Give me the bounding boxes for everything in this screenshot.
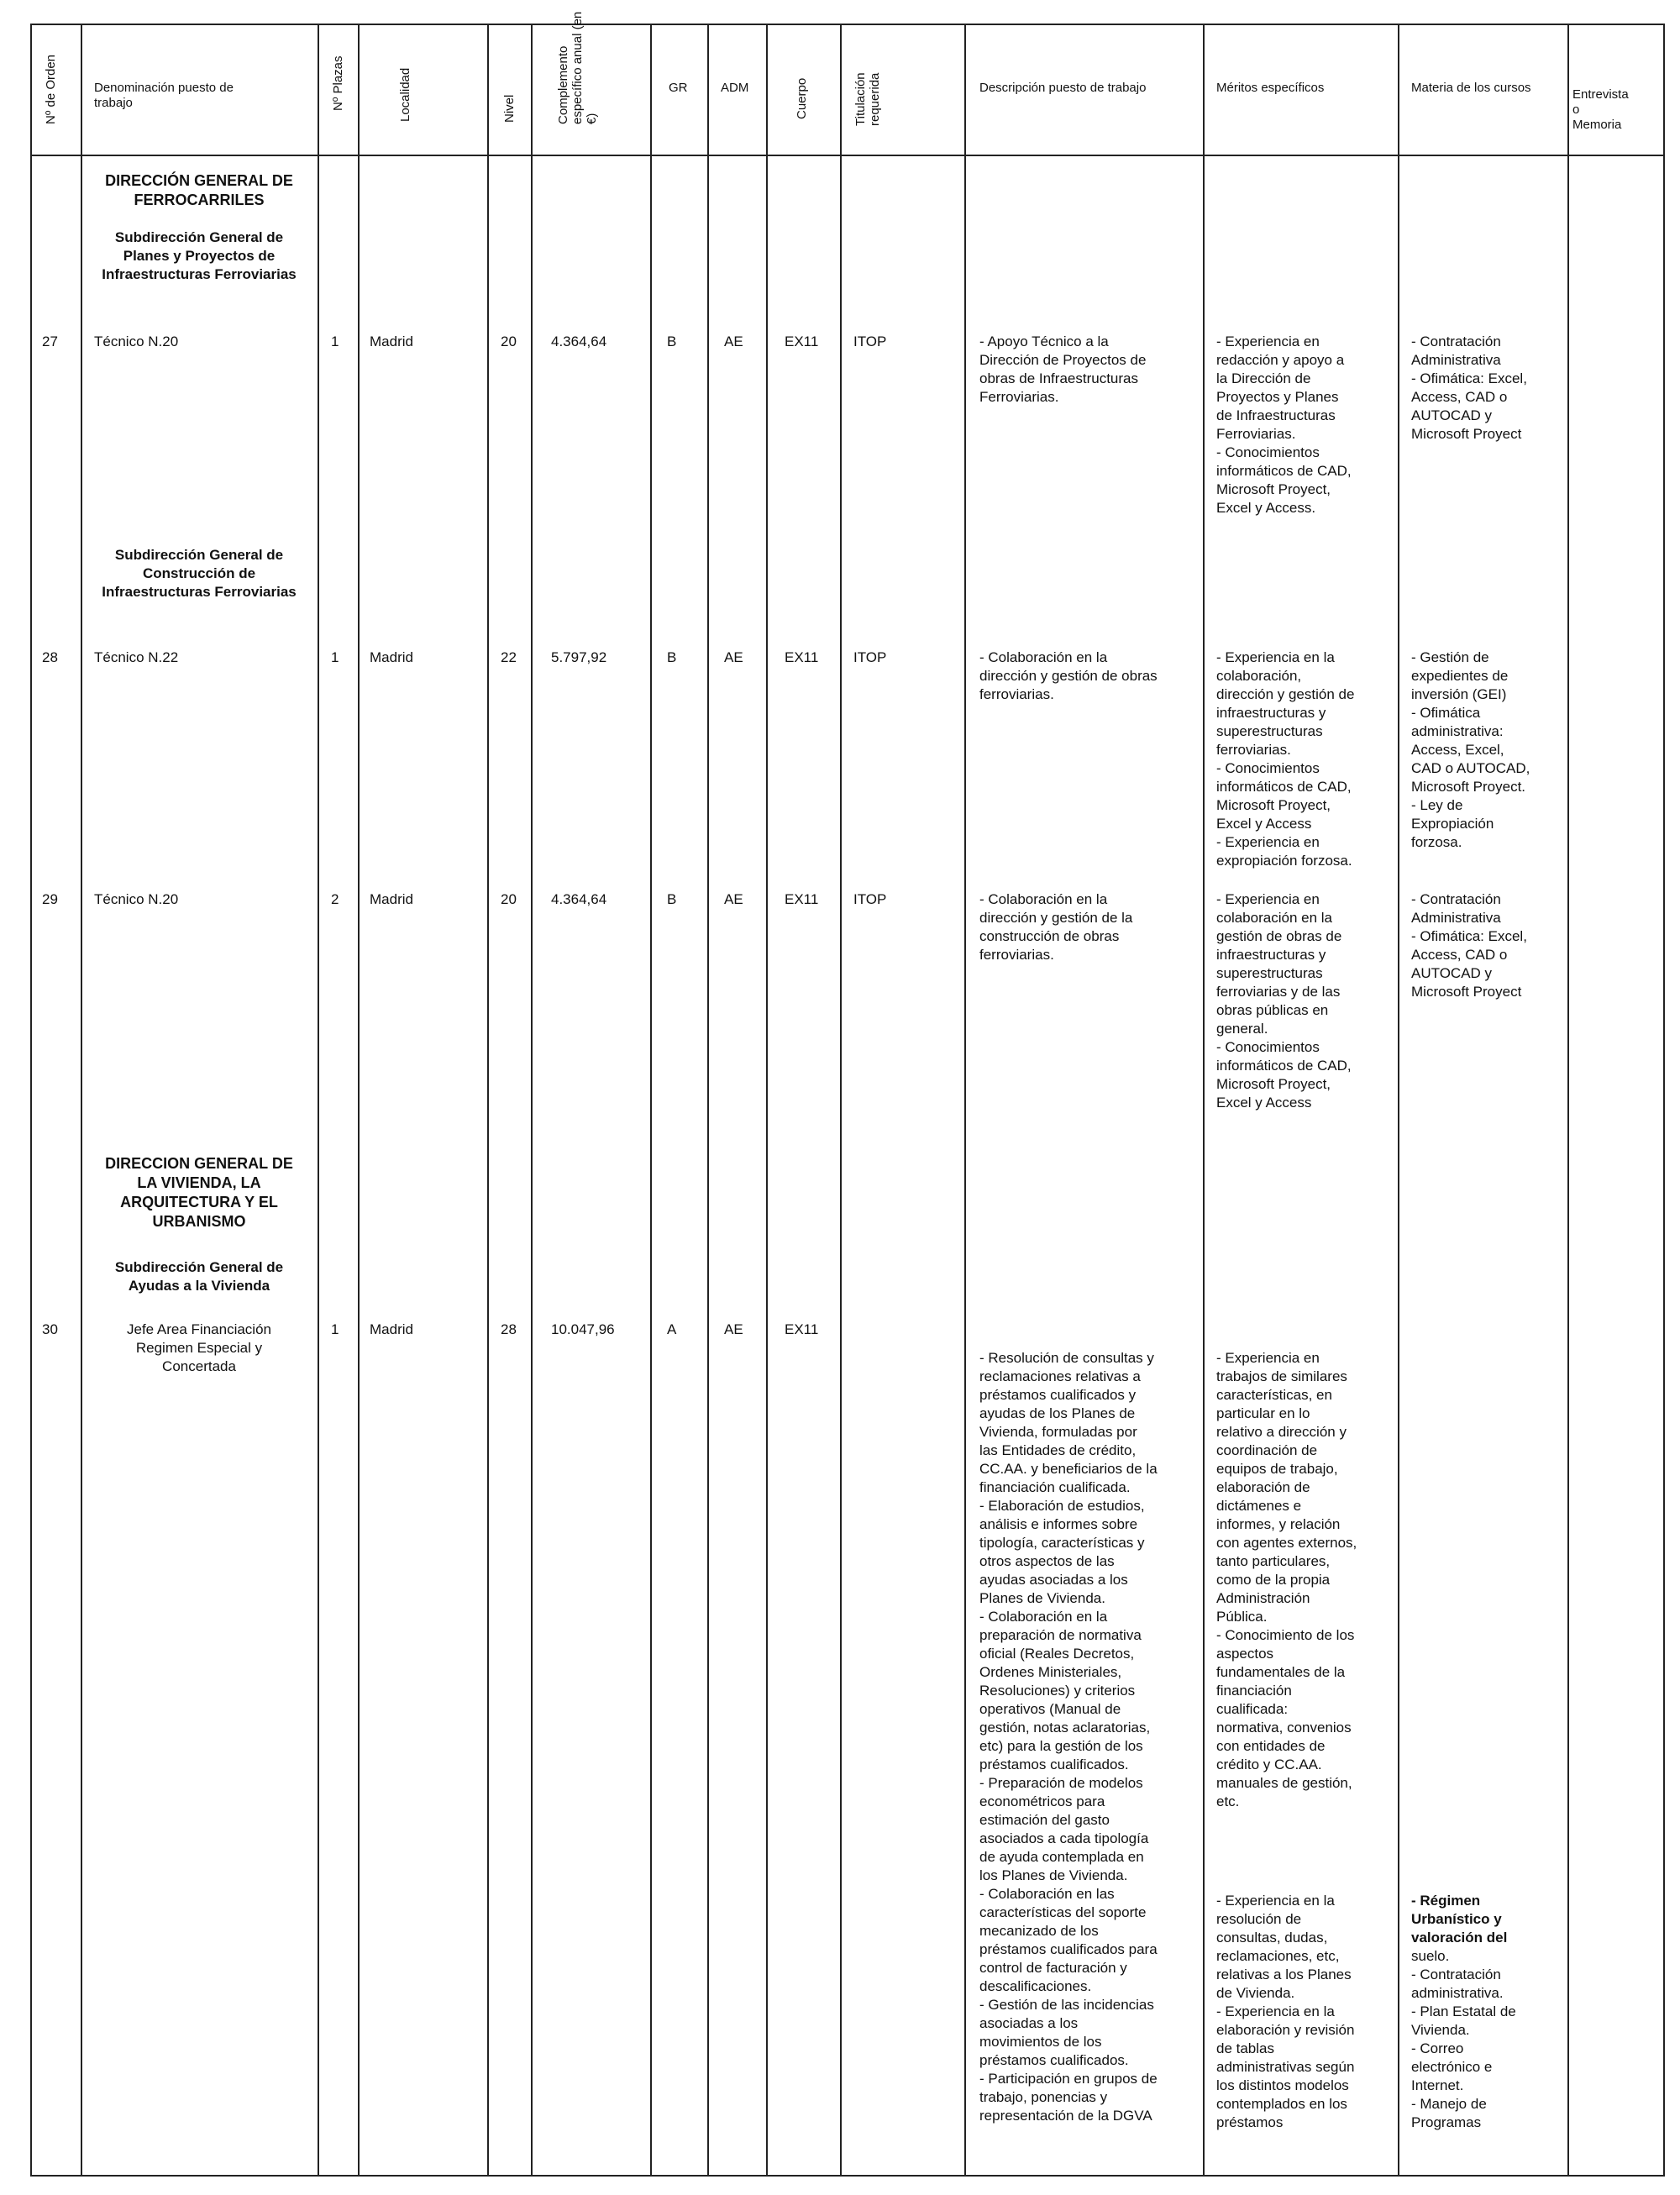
cell-nivel: 20 — [501, 333, 517, 349]
cell-denominacion: Técnico N.22 — [94, 649, 179, 665]
column-divider — [707, 24, 709, 2176]
cell-cuerpo: EX11 — [785, 333, 819, 349]
cell-titulacion: ITOP — [853, 333, 887, 349]
header-orden: Nº de Orden — [44, 54, 58, 124]
cell-materia: - Contratación Administrativa - Ofimática: Excel, Access, CAD o AUTOCAD y Microsoft Proyect — [1411, 891, 1527, 1000]
cell-orden: 29 — [42, 891, 58, 907]
cell-complemento: 4.364,64 — [551, 333, 607, 349]
cell-orden: 30 — [42, 1321, 58, 1337]
cell-localidad: Madrid — [370, 649, 413, 665]
table-bottom-border — [30, 2175, 1665, 2177]
header-titulacion-text: Titulación requerida — [853, 72, 882, 126]
header-entrevista: Entrevista o Memoria — [1572, 87, 1629, 132]
cell-gr: B — [667, 333, 677, 349]
cell-nivel: 28 — [501, 1321, 517, 1337]
column-divider — [1398, 24, 1399, 2176]
cell-descripcion: - Resolución de consultas y reclamaciones relativas a préstamos cualificados y ayudas de los Planes de Vivienda, formuladas por las Entidades de crédito, CC.AA. y beneficiarios de la financiación cualificada. - Elaboración de estudios, análisis e informes sobre tipología, características y otros aspectos de las ayudas asociadas a los Planes de Vivienda. - Colaboración en la preparación de normativa oficial (Reales Decretos, Ordenes Ministeriales, Resoluciones) y criterios operativos (Manual de gestión, notas aclaratorias, etc) para la gestión de los préstamos cualificados. - Preparación de modelos econométricos para estimación del gasto asociados a cada tipología de ayuda contemplada en los Planes de Vivienda. - Colaboración en las características del soporte mecanizado de los préstamos cualificados para control de facturación y descalificaciones. - Gestión de las incidencias asociadas a los movimientos de los préstamos cualificados. - Participación en grupos de trabajo, ponencias y representación de la DGVA — [979, 1350, 1158, 2124]
header-complemento-text: Complemento específico anual (en €) — [556, 11, 599, 124]
cell-descripcion: - Colaboración en la dirección y gestión de la construcción de obras ferroviarias. — [979, 891, 1133, 963]
header-meritos: Méritos específicos — [1216, 81, 1325, 95]
header-titulacion — [853, 59, 882, 126]
section-dg-vivienda: DIRECCION GENERAL DE LA VIVIENDA, LA ARQUITECTURA Y EL URBANISMO — [105, 1155, 293, 1230]
cell-meritos: - Experiencia en la colaboración, dirección y gestión de infraestructuras y superestructuras ferroviarias. - Conocimientos informáticos de CAD, Microsoft Proyect, Excel y Access - Experiencia en expropiación forzosa. — [1216, 649, 1355, 869]
column-divider — [487, 24, 489, 2176]
cell-adm: AE — [724, 1321, 743, 1337]
cell-gr: A — [667, 1321, 677, 1337]
column-divider — [81, 24, 82, 2176]
table-top-border — [30, 24, 1665, 25]
cell-complemento: 5.797,92 — [551, 649, 607, 665]
cell-titulacion: ITOP — [853, 891, 887, 907]
cell-plazas: 1 — [331, 333, 339, 349]
header-materia: Materia de los cursos — [1411, 81, 1531, 95]
cell-denominacion: Jefe Area Financiación Regimen Especial y Concertada — [127, 1321, 271, 1374]
cell-gr: B — [667, 649, 677, 665]
cell-materia-bold: - Régimen Urbanístico y valoración del — [1411, 1893, 1508, 1946]
cell-plazas: 1 — [331, 1321, 339, 1337]
column-divider — [318, 24, 319, 2176]
header-nivel: Nivel — [502, 94, 517, 123]
header-bottom-border — [30, 155, 1665, 156]
cell-adm: AE — [724, 649, 743, 665]
column-divider — [1663, 24, 1665, 2176]
section-sg-ayudas: Subdirección General de Ayudas a la Vivienda — [114, 1259, 284, 1294]
cell-localidad: Madrid — [370, 1321, 413, 1337]
cell-materia: suelo. - Contratación administrativa. - Plan Estatal de Vivienda. - Correo electrónico e Internet. - Manejo de Programas — [1411, 1948, 1516, 2130]
header-complemento — [556, 7, 599, 124]
header-adm: ADM — [721, 81, 749, 95]
cell-complemento: 4.364,64 — [551, 891, 607, 907]
header-descripcion: Descripción puesto de trabajo — [979, 81, 1147, 95]
cell-gr: B — [667, 891, 677, 907]
cell-localidad: Madrid — [370, 891, 413, 907]
column-divider — [30, 24, 32, 2176]
cell-meritos: - Experiencia en trabajos de similares características, en particular en lo relativo a dirección y coordinación de equipos de trabajo, elaboración de dictámenes e informes, y relación con agentes externos, tanto particulares, como de la propia Administración Pública. - Conocimiento de los aspectos fundamentales de la financiación cualificada: normativa, convenios con entidades de crédito y CC.AA. manuales de gestión, etc. — [1216, 1350, 1357, 1809]
column-divider — [964, 24, 966, 2176]
cell-descripcion: - Apoyo Técnico a la Dirección de Proyectos de obras de Infraestructuras Ferroviarias. — [979, 333, 1147, 405]
section-sg-planes: Subdirección General de Planes y Proyectos de Infraestructuras Ferroviarias — [102, 229, 297, 282]
column-divider — [1567, 24, 1569, 2176]
cell-denominacion: Técnico N.20 — [94, 891, 179, 907]
header-cuerpo: Cuerpo — [795, 77, 809, 119]
cell-materia: - Contratación Administrativa - Ofimática: Excel, Access, CAD o AUTOCAD y Microsoft Proyect — [1411, 333, 1527, 442]
header-denominacion: Denominación puesto de trabajo — [94, 81, 234, 110]
section-sg-construccion: Subdirección General de Construcción de Infraestructuras Ferroviarias — [102, 547, 297, 600]
cell-complemento: 10.047,96 — [551, 1321, 615, 1337]
header-gr: GR — [669, 81, 688, 95]
cell-cuerpo: EX11 — [785, 649, 819, 665]
column-divider — [531, 24, 533, 2176]
cell-cuerpo: EX11 — [785, 1321, 819, 1337]
column-divider — [840, 24, 842, 2176]
cell-plazas: 2 — [331, 891, 339, 907]
cell-descripcion: - Colaboración en la dirección y gestión de obras ferroviarias. — [979, 649, 1158, 702]
column-divider — [358, 24, 360, 2176]
cell-localidad: Madrid — [370, 333, 413, 349]
cell-plazas: 1 — [331, 649, 339, 665]
column-divider — [766, 24, 768, 2176]
cell-meritos-continued: - Experiencia en la resolución de consultas, dudas, reclamaciones, etc, relativas a los Planes de Vivienda. - Experiencia en la elaboración y revisión de tablas administrativas según los distintos modelos contemplados en los préstamos — [1216, 1893, 1355, 2130]
cell-nivel: 20 — [501, 891, 517, 907]
cell-adm: AE — [724, 891, 743, 907]
cell-adm: AE — [724, 333, 743, 349]
header-localidad: Localidad — [398, 67, 412, 122]
cell-nivel: 22 — [501, 649, 517, 665]
cell-cuerpo: EX11 — [785, 891, 819, 907]
column-divider — [650, 24, 652, 2176]
cell-materia: - Gestión de expedientes de inversión (GEI) - Ofimática administrativa: Access, Excel, CAD o AUTOCAD, Microsoft Proyect. - Ley de Expropiación forzosa. — [1411, 649, 1530, 850]
header-plazas: Nº Plazas — [331, 55, 345, 111]
section-dg-ferrocarriles: DIRECCIÓN GENERAL DE FERROCARRILES — [105, 172, 293, 208]
cell-denominacion: Técnico N.20 — [94, 333, 179, 349]
cell-orden: 27 — [42, 333, 58, 349]
cell-meritos: - Experiencia en colaboración en la gestión de obras de infraestructuras y superestructuras ferroviarias y de las obras públicas en general. - Conocimientos informáticos de CAD, Microsoft Proyect, Excel y Access — [1216, 891, 1352, 1111]
cell-titulacion: ITOP — [853, 649, 887, 665]
column-divider — [1203, 24, 1205, 2176]
cell-meritos: - Experiencia en redacción y apoyo a la Dirección de Proyectos y Planes de Infraestructuras Ferroviarias. - Conocimientos informáticos de CAD, Microsoft Proyect, Excel y Access. — [1216, 333, 1352, 516]
cell-orden: 28 — [42, 649, 58, 665]
